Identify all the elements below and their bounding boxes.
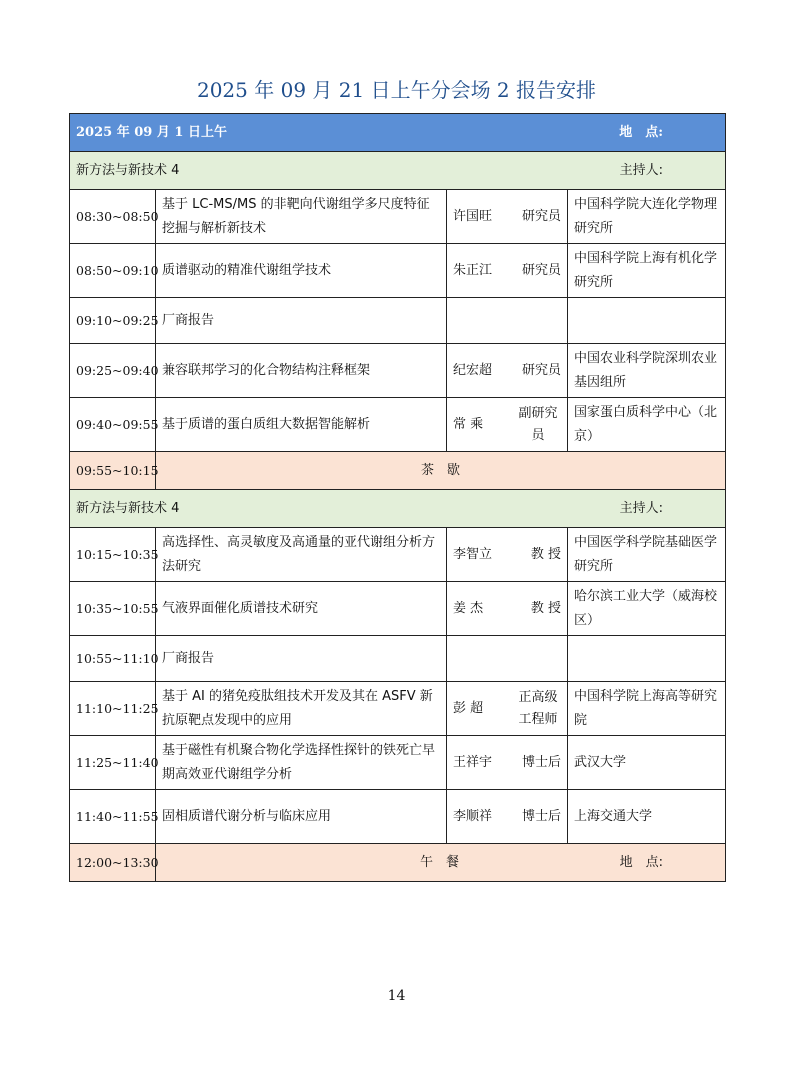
header-date: 2025 年 09 月 1 日上午	[76, 124, 227, 140]
talk-organization: 国家蛋白质科学中心（北京）	[568, 398, 726, 452]
talk-speaker: 李顺祥	[453, 808, 493, 824]
talk-topic: 基于 LC-MS/MS 的非靶向代谢组学多尺度特征挖掘与解析新技术	[156, 190, 447, 244]
tea-break-time: 09:55~10:15	[70, 452, 156, 490]
talk-topic: 气液界面催化质谱技术研究	[156, 582, 447, 636]
talk-speaker-title: 研究员	[521, 262, 561, 278]
talk-speaker: 李智立	[453, 546, 493, 562]
page-title: 2025 年 09 月 21 日上午分会场 2 报告安排	[196, 78, 597, 102]
talk-time: 10:35~10:55	[70, 582, 156, 636]
talk-speaker-title: 教 授	[530, 546, 561, 562]
session-host-label: 主持人:	[619, 500, 664, 516]
talk-speaker-title: 教 授	[530, 600, 561, 616]
talk-topic: 厂商报告	[156, 298, 447, 344]
tea-break-row	[70, 452, 726, 490]
lunch-time: 12:00~13:30	[70, 844, 156, 882]
talk-row	[70, 790, 726, 844]
talk-speaker-cell	[447, 682, 568, 736]
session-name: 新方法与新技术 4	[76, 162, 180, 178]
talk-row	[70, 636, 726, 682]
talk-organization: 中国科学院上海高等研究院	[568, 682, 726, 736]
talk-row	[70, 736, 726, 790]
lunch-location-label: 地 点:	[619, 854, 664, 870]
talk-speaker: 许国旺	[453, 208, 493, 224]
talk-speaker-cell	[447, 528, 568, 582]
talk-row	[70, 582, 726, 636]
tea-break-label: 茶 歇	[156, 452, 726, 490]
talk-speaker: 朱正江	[453, 262, 493, 278]
talk-time: 11:40~11:55	[70, 790, 156, 844]
talk-speaker-cell	[447, 298, 568, 344]
talk-organization: 中国科学院上海有机化学研究所	[568, 244, 726, 298]
talk-topic: 基于质谱的蛋白质组大数据智能解析	[156, 398, 447, 452]
talk-time: 08:50~09:10	[70, 244, 156, 298]
schedule-table	[69, 113, 726, 882]
talk-time: 09:25~09:40	[70, 344, 156, 398]
talk-time: 10:55~11:10	[70, 636, 156, 682]
talk-speaker-title: 博士后	[521, 808, 561, 824]
talk-row	[70, 398, 726, 452]
talk-time: 11:10~11:25	[70, 682, 156, 736]
session-host-label: 主持人:	[619, 162, 664, 178]
talk-speaker-title: 正高级工程师	[518, 689, 558, 727]
talk-row	[70, 190, 726, 244]
talk-organization: 中国农业科学院深圳农业基因组所	[568, 344, 726, 398]
talk-speaker-cell	[447, 790, 568, 844]
page-number: 14	[387, 988, 406, 1004]
talk-organization: 武汉大学	[568, 736, 726, 790]
talk-speaker-title: 博士后	[521, 754, 561, 770]
talk-organization: 中国科学院大连化学物理研究所	[568, 190, 726, 244]
talk-time: 10:15~10:35	[70, 528, 156, 582]
talk-speaker: 彭 超	[453, 700, 484, 716]
session-name: 新方法与新技术 4	[76, 500, 180, 516]
talk-topic: 基于磁性有机聚合物化学选择性探针的铁死亡早期高效亚代谢组学分析	[156, 736, 447, 790]
talk-speaker-cell	[447, 582, 568, 636]
header-row	[70, 114, 726, 152]
talk-speaker-cell	[447, 636, 568, 682]
header-location-label: 地 点:	[619, 124, 664, 140]
talk-time: 11:25~11:40	[70, 736, 156, 790]
talk-topic: 厂商报告	[156, 636, 447, 682]
talk-speaker-cell	[447, 736, 568, 790]
lunch-row	[70, 844, 726, 882]
talk-time: 08:30~08:50	[70, 190, 156, 244]
talk-time: 09:40~09:55	[70, 398, 156, 452]
talk-row	[70, 344, 726, 398]
talk-speaker-title: 研究员	[521, 208, 561, 224]
talk-topic: 基于 AI 的猪免疫肽组技术开发及其在 ASFV 新抗原靶点发现中的应用	[156, 682, 447, 736]
talk-topic: 高选择性、高灵敏度及高通量的亚代谢组分析方法研究	[156, 528, 447, 582]
talk-row	[70, 528, 726, 582]
talk-topic: 质谱驱动的精准代谢组学技术	[156, 244, 447, 298]
talk-row	[70, 682, 726, 736]
talk-organization: 上海交通大学	[568, 790, 726, 844]
talk-speaker-title: 研究员	[521, 362, 561, 378]
talk-topic: 固相质谱代谢分析与临床应用	[156, 790, 447, 844]
talk-speaker-cell	[447, 190, 568, 244]
talk-speaker: 纪宏超	[453, 362, 493, 378]
talk-organization	[568, 298, 726, 344]
talk-speaker: 姜 杰	[453, 600, 484, 616]
talk-speaker-title: 副研究员	[518, 405, 558, 443]
talk-row	[70, 244, 726, 298]
talk-time: 09:10~09:25	[70, 298, 156, 344]
talk-speaker: 常 乘	[453, 416, 484, 432]
talk-organization	[568, 636, 726, 682]
session-row	[70, 490, 726, 528]
talk-speaker-cell	[447, 244, 568, 298]
talk-row	[70, 298, 726, 344]
talk-speaker: 王祥宇	[453, 754, 493, 770]
talk-speaker-cell	[447, 344, 568, 398]
talk-topic: 兼容联邦学习的化合物结构注释框架	[156, 344, 447, 398]
lunch-label: 午 餐	[420, 854, 460, 870]
talk-organization: 中国医学科学院基础医学研究所	[568, 528, 726, 582]
talk-speaker-cell	[447, 398, 568, 452]
talk-organization: 哈尔滨工业大学（威海校区）	[568, 582, 726, 636]
session-row	[70, 152, 726, 190]
